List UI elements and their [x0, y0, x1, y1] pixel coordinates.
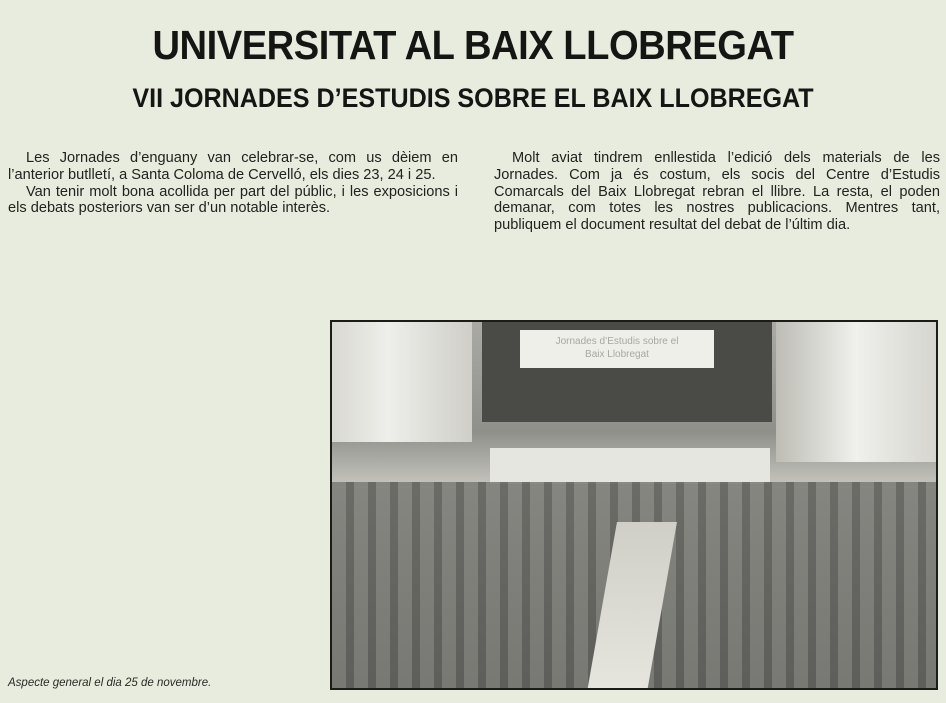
stage-banner	[520, 330, 714, 368]
curtain-left	[332, 322, 472, 442]
banner-line1: Jornades d’Estudis sobre el	[555, 336, 679, 347]
page-title: UNIVERSITAT AL BAIX LLOBREGAT	[152, 22, 794, 68]
curtain-right	[776, 322, 936, 462]
event-photo	[330, 320, 938, 690]
right-column	[494, 150, 940, 234]
banner-line2: Baix Llobregat	[585, 349, 649, 360]
photo-caption: Aspecte general el dia 25 de novembre.	[8, 677, 212, 689]
paragraph: Molt aviat tindrem enllestida l’edició dels materials de les Jornades. Com ja és costum, els socis del Centre d’Estudis Comarcals del Baix Llobregat rebran el llibre. La resta, el poden demanar, com totes les nostres publicacions. Mentres tant, publiquem el document resultat del debat de l’últim dia.	[494, 150, 940, 234]
left-column	[8, 150, 458, 217]
speakers-table	[490, 448, 770, 484]
paragraph: Les Jornades d’enguany van celebrar-se, com us dèiem en l’anterior butlletí, a Santa Coloma de Cervelló, els dies 23, 24 i 25.	[8, 150, 458, 183]
page-subtitle: VII JORNADES D’ESTUDIS SOBRE EL BAIX LLOBREGAT	[132, 83, 814, 113]
paragraph: Van tenir molt bona acollida per part del públic, i les exposicions i els debats posteriors van ser d’un notable interès.	[8, 183, 458, 217]
